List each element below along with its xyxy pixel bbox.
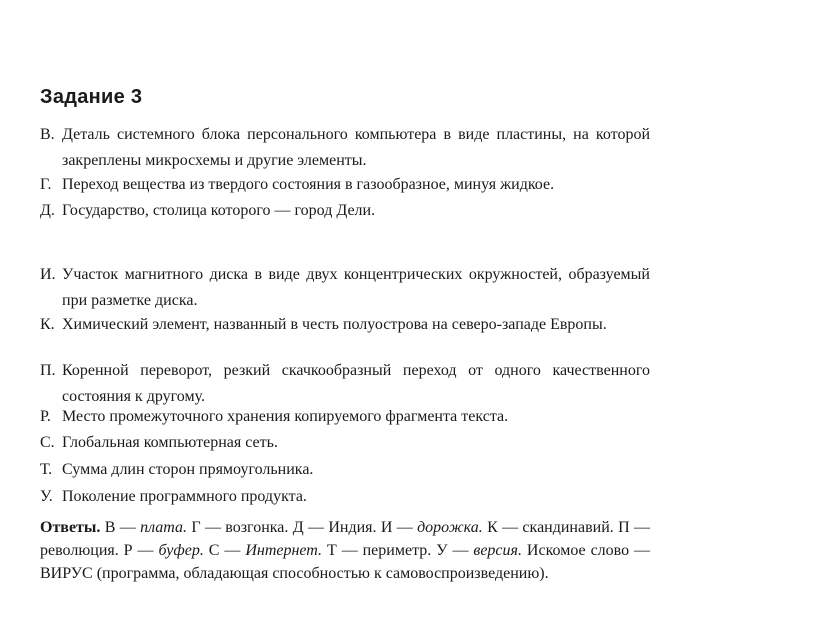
- answer-text: К — скандинавий. П — революция. Р —: [40, 519, 651, 559]
- clue-text: Сумма длин сторон прямоугольника.: [62, 461, 314, 478]
- clue-letter: Д.: [40, 202, 55, 219]
- clue-text: Поколение программного продукта.: [62, 488, 307, 505]
- clue-letter: К.: [40, 316, 55, 333]
- clue-text: Государство, столица которого — город Дели.: [62, 202, 376, 219]
- clue-text: Переход вещества из твердого состояния в газообразное, минуя жидкое.: [62, 176, 555, 193]
- clue-letter: Т.: [40, 461, 53, 478]
- clue-item: [40, 172, 650, 198]
- answer-word: плата.: [140, 519, 188, 536]
- clue-text: Химический элемент, названный в честь полуострова на северо-западе Европы.: [62, 316, 607, 333]
- clue-letter: Г.: [40, 176, 52, 193]
- answer-word: буфер.: [158, 542, 204, 559]
- clue-text: Деталь системного блока персонального компьютера в виде пластины, на которой закреплены микросхемы и другие элементы.: [62, 126, 650, 169]
- clue-item: [40, 430, 650, 456]
- clue-letter: В.: [40, 126, 55, 143]
- clue-item: [40, 198, 650, 224]
- answers-block: [40, 516, 650, 585]
- clue-item: [40, 122, 650, 174]
- clue-letter: П.: [40, 362, 56, 379]
- document-page: [40, 0, 652, 628]
- clue-letter: Р.: [40, 408, 51, 425]
- clue-item: [40, 484, 650, 510]
- clue-item: [40, 262, 650, 314]
- answers-label: Ответы.: [40, 519, 101, 536]
- clue-letter: С.: [40, 434, 55, 451]
- answer-conclusion: Искомое слово — ВИРУС (программа, обладающая способностью к самовоспроизведению).: [40, 542, 651, 582]
- clue-item: [40, 312, 650, 338]
- answer-word: Интернет.: [245, 542, 323, 559]
- clue-text: Место промежуточного хранения копируемого фрагмента текста.: [62, 408, 509, 425]
- clue-text: Глобальная компьютерная сеть.: [62, 434, 278, 451]
- clue-text: Участок магнитного диска в виде двух концентрических окружностей, образуемый при разметке диска.: [62, 266, 650, 309]
- answer-text: С —: [203, 542, 246, 559]
- answer-text: Г — возгонка. Д — Индия. И —: [187, 519, 418, 536]
- answer-text: Т — периметр. У —: [322, 542, 474, 559]
- clue-text: Коренной переворот, резкий скачкообразный переход от одного качественного состояния к другому.: [62, 362, 650, 405]
- clue-letter: У.: [40, 488, 53, 505]
- clue-item: [40, 457, 650, 483]
- clue-item: [40, 358, 650, 410]
- page-title: Задание 3: [40, 86, 143, 108]
- answer-word: версия.: [473, 542, 522, 559]
- answer-text: В —: [100, 519, 141, 536]
- answer-word: дорожка.: [417, 519, 483, 536]
- clue-letter: И.: [40, 266, 56, 283]
- clue-item: [40, 404, 650, 430]
